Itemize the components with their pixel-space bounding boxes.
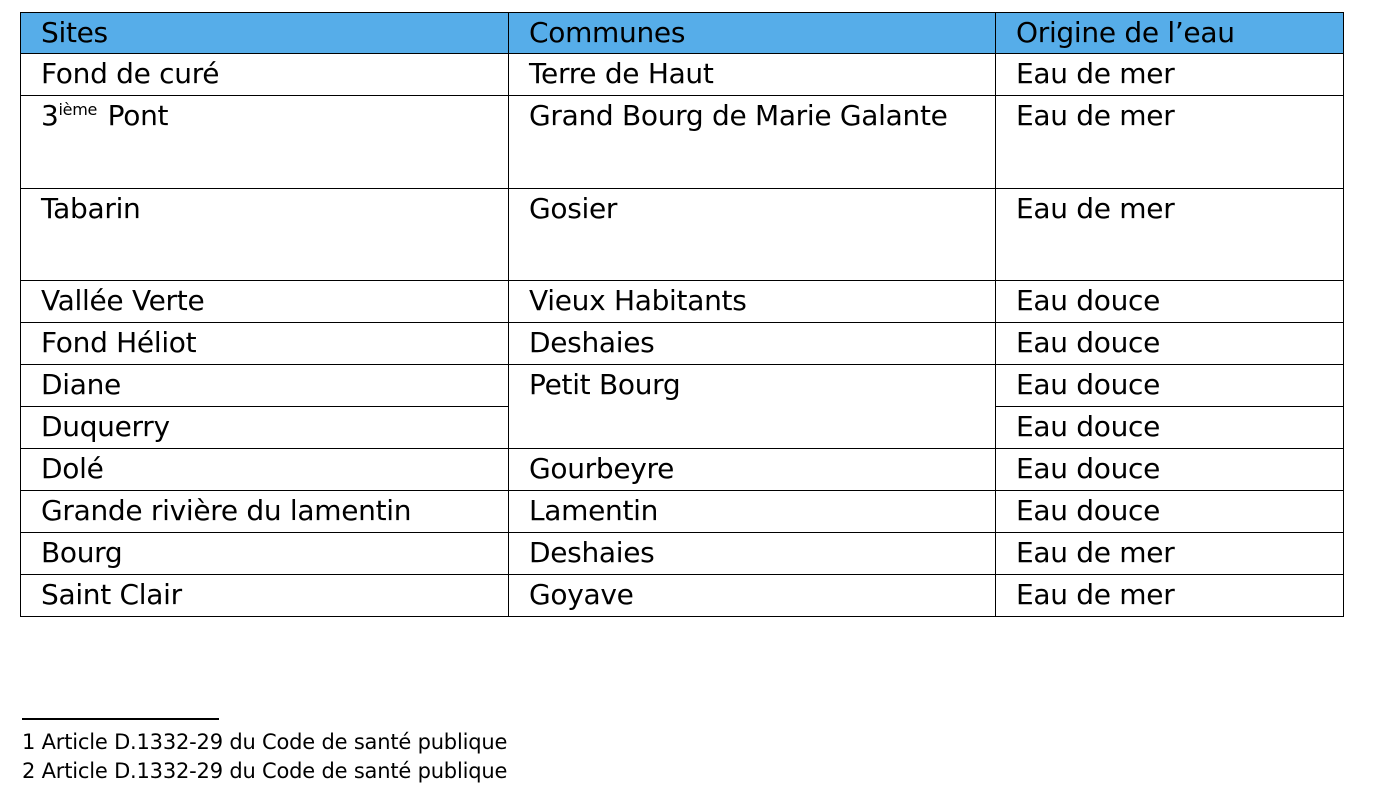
footnotes <box>22 728 507 786</box>
cell-site <box>21 96 509 189</box>
table-row <box>21 189 1344 281</box>
footnote-1: 1 Article D.1332-29 du Code de santé publique <box>22 730 508 754</box>
cell-site: Grande rivière du lamentin <box>21 491 509 533</box>
cell-commune: Goyave <box>509 575 996 617</box>
cell-commune: Gosier <box>509 189 996 281</box>
cell-origine: Eau douce <box>996 365 1344 407</box>
table-row <box>21 533 1344 575</box>
table-row <box>21 491 1344 533</box>
cell-origine: Eau de mer <box>996 54 1344 96</box>
cell-origine: Eau douce <box>996 491 1344 533</box>
cell-commune: Lamentin <box>509 491 996 533</box>
cell-site: Saint Clair <box>21 575 509 617</box>
footnote-2: 2 Article D.1332-29 du Code de santé publique <box>22 759 508 783</box>
cell-commune: Gourbeyre <box>509 449 996 491</box>
table-row <box>21 575 1344 617</box>
cell-origine: Eau de mer <box>996 575 1344 617</box>
table-row <box>21 365 1344 407</box>
cell-commune: Deshaies <box>509 323 996 365</box>
cell-commune: Petit Bourg <box>509 365 996 449</box>
table-row <box>21 54 1344 96</box>
cell-site: Fond de curé <box>21 54 509 96</box>
cell-origine: Eau douce <box>996 323 1344 365</box>
cell-site: Dolé <box>21 449 509 491</box>
column-header-communes: Communes <box>509 13 996 54</box>
cell-site: Duquerry <box>21 407 509 449</box>
table-header-row <box>21 13 1344 54</box>
cell-origine: Eau de mer <box>996 189 1344 281</box>
column-header-sites: Sites <box>21 13 509 54</box>
cell-origine: Eau douce <box>996 449 1344 491</box>
table-row <box>21 449 1344 491</box>
table-row <box>21 96 1344 189</box>
cell-site: Diane <box>21 365 509 407</box>
cell-site: Vallée Verte <box>21 281 509 323</box>
cell-origine: Eau de mer <box>996 96 1344 189</box>
cell-site: Tabarin <box>21 189 509 281</box>
site-superscript: ième <box>58 100 98 119</box>
table-row <box>21 281 1344 323</box>
cell-commune: Grand Bourg de Marie Galante <box>509 96 996 189</box>
site-number: 3 <box>41 99 59 132</box>
cell-origine: Eau douce <box>996 407 1344 449</box>
column-header-origine: Origine de l’eau <box>996 13 1344 54</box>
cell-commune: Terre de Haut <box>509 54 996 96</box>
cell-site: Fond Héliot <box>21 323 509 365</box>
footnote-separator <box>22 718 219 720</box>
cell-origine: Eau de mer <box>996 533 1344 575</box>
sites-table <box>20 12 1344 617</box>
cell-site: Bourg <box>21 533 509 575</box>
cell-commune: Deshaies <box>509 533 996 575</box>
cell-origine: Eau douce <box>996 281 1344 323</box>
site-name: Pont <box>107 99 169 132</box>
table-row <box>21 323 1344 365</box>
cell-commune: Vieux Habitants <box>509 281 996 323</box>
